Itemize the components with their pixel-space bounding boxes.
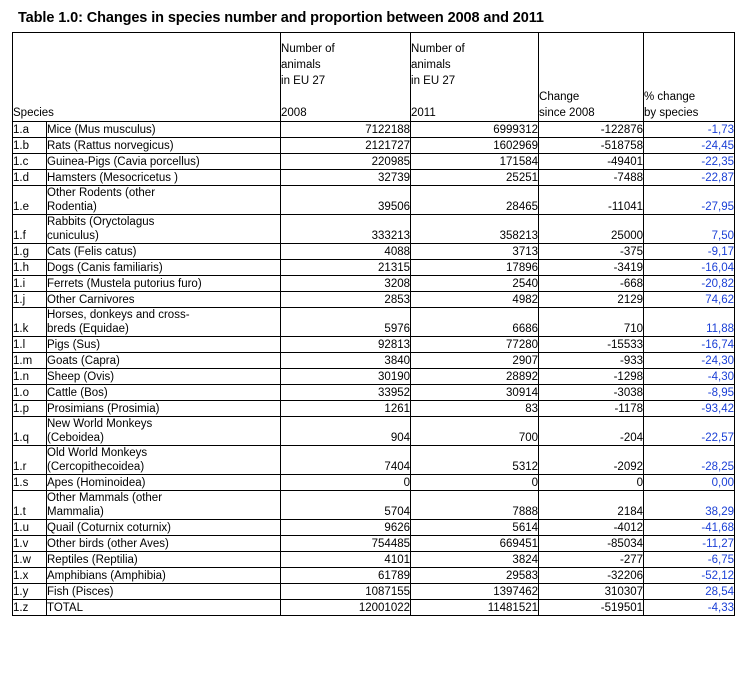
row-species-name: Fish (Pisces) [47, 584, 281, 600]
row-value-2008: 5704 [281, 491, 411, 520]
table-row [13, 154, 735, 170]
row-code: 1.t [13, 491, 47, 520]
row-value-2011: 7888 [411, 491, 539, 520]
table-row [13, 385, 735, 401]
row-species-name: Apes (Hominoidea) [47, 475, 281, 491]
row-value-2008: 0 [281, 475, 411, 491]
row-value-2011: 669451 [411, 536, 539, 552]
table-row [13, 491, 735, 520]
row-code: 1.l [13, 337, 47, 353]
header-2008-line1: Number of [281, 43, 335, 55]
row-code: 1.r [13, 446, 47, 475]
row-species-name-line1: Rabbits (Oryctolagus [47, 216, 155, 228]
row-percent-change: -24,45 [644, 138, 735, 154]
row-code: 1.n [13, 369, 47, 385]
row-change: -11041 [539, 186, 644, 215]
column-header-2008 [281, 33, 411, 122]
row-code: 1.s [13, 475, 47, 491]
row-value-2008: 754485 [281, 536, 411, 552]
table-header [13, 33, 735, 122]
row-value-2008: 4088 [281, 244, 411, 260]
row-value-2011: 2540 [411, 276, 539, 292]
row-percent-change: -4,33 [644, 600, 735, 616]
row-species-name: Reptiles (Reptilia) [47, 552, 281, 568]
table-row [13, 369, 735, 385]
row-change: 310307 [539, 584, 644, 600]
column-header-species [13, 33, 281, 122]
row-value-2008: 9626 [281, 520, 411, 536]
row-code: 1.z [13, 600, 47, 616]
row-value-2008: 32739 [281, 170, 411, 186]
row-change: -668 [539, 276, 644, 292]
row-species-name [47, 308, 281, 337]
row-value-2008: 1261 [281, 401, 411, 417]
table-row [13, 215, 735, 244]
row-code: 1.c [13, 154, 47, 170]
table-row [13, 122, 735, 138]
row-code: 1.h [13, 260, 47, 276]
row-change: -3038 [539, 385, 644, 401]
row-species-name-line1: Other Rodents (other [47, 187, 156, 199]
row-percent-change: -20,82 [644, 276, 735, 292]
row-percent-change: -11,27 [644, 536, 735, 552]
row-species-name: Quail (Coturnix coturnix) [47, 520, 281, 536]
row-percent-change: -22,57 [644, 417, 735, 446]
row-value-2008: 12001022 [281, 600, 411, 616]
row-code: 1.f [13, 215, 47, 244]
row-value-2008: 5976 [281, 308, 411, 337]
row-value-2008: 220985 [281, 154, 411, 170]
row-percent-change: -22,87 [644, 170, 735, 186]
table-row [13, 353, 735, 369]
row-percent-change: -16,04 [644, 260, 735, 276]
header-change-line2: since 2008 [539, 107, 595, 119]
row-value-2008: 30190 [281, 369, 411, 385]
row-code: 1.w [13, 552, 47, 568]
row-species-name: Rats (Rattus norvegicus) [47, 138, 281, 154]
row-change: -375 [539, 244, 644, 260]
row-code: 1.m [13, 353, 47, 369]
row-species-name: Guinea-Pigs (Cavia porcellus) [47, 154, 281, 170]
row-code: 1.v [13, 536, 47, 552]
row-change: -32206 [539, 568, 644, 584]
row-percent-change: 28,54 [644, 584, 735, 600]
row-percent-change: -93,42 [644, 401, 735, 417]
table-row [13, 600, 735, 616]
row-species-name: Sheep (Ovis) [47, 369, 281, 385]
row-value-2011: 4982 [411, 292, 539, 308]
column-header-change [539, 33, 644, 122]
row-change: -519501 [539, 600, 644, 616]
row-species-name: Other birds (other Aves) [47, 536, 281, 552]
row-value-2008: 1087155 [281, 584, 411, 600]
column-header-2011 [411, 33, 539, 122]
row-code: 1.a [13, 122, 47, 138]
row-code: 1.b [13, 138, 47, 154]
page-title: Table 1.0: Changes in species number and proportion between 2008 and 2011 [18, 10, 544, 26]
row-value-2011: 3713 [411, 244, 539, 260]
row-value-2011: 28465 [411, 186, 539, 215]
row-percent-change: -24,30 [644, 353, 735, 369]
table-row [13, 170, 735, 186]
row-value-2011: 6999312 [411, 122, 539, 138]
table-row [13, 401, 735, 417]
header-2011-spacer [411, 89, 538, 105]
row-species-name: Dogs (Canis familiaris) [47, 260, 281, 276]
row-value-2011: 11481521 [411, 600, 539, 616]
row-value-2008: 4101 [281, 552, 411, 568]
row-change: -7488 [539, 170, 644, 186]
row-value-2011: 3824 [411, 552, 539, 568]
row-code: 1.u [13, 520, 47, 536]
row-value-2011: 171584 [411, 154, 539, 170]
row-change: -204 [539, 417, 644, 446]
header-2011-line2: animals [411, 59, 451, 71]
table-row [13, 568, 735, 584]
row-change: -122876 [539, 122, 644, 138]
row-value-2011: 5614 [411, 520, 539, 536]
row-species-name: Pigs (Sus) [47, 337, 281, 353]
table-row [13, 276, 735, 292]
row-species-name: Other Carnivores [47, 292, 281, 308]
row-value-2011: 6686 [411, 308, 539, 337]
row-percent-change: -6,75 [644, 552, 735, 568]
row-code: 1.g [13, 244, 47, 260]
row-value-2011: 77280 [411, 337, 539, 353]
table-row [13, 417, 735, 446]
row-change: -1298 [539, 369, 644, 385]
row-change: -933 [539, 353, 644, 369]
row-species-name-line2: (Cercopithecoidea) [47, 461, 145, 473]
row-code: 1.j [13, 292, 47, 308]
row-value-2011: 2907 [411, 353, 539, 369]
species-table [12, 32, 735, 616]
row-value-2011: 29583 [411, 568, 539, 584]
header-2008-spacer [281, 89, 410, 105]
row-percent-change: -9,17 [644, 244, 735, 260]
row-species-name: Cattle (Bos) [47, 385, 281, 401]
row-value-2008: 904 [281, 417, 411, 446]
table-row [13, 292, 735, 308]
table-row [13, 536, 735, 552]
table-row [13, 446, 735, 475]
table-row [13, 520, 735, 536]
row-value-2008: 2121727 [281, 138, 411, 154]
table-row [13, 552, 735, 568]
row-value-2008: 333213 [281, 215, 411, 244]
row-code: 1.o [13, 385, 47, 401]
row-species-name-line2: Mammalia) [47, 506, 104, 518]
table-body [13, 122, 735, 616]
row-species-name [47, 215, 281, 244]
row-value-2011: 17896 [411, 260, 539, 276]
row-change: -3419 [539, 260, 644, 276]
row-code: 1.q [13, 417, 47, 446]
row-species-name-line1: Horses, donkeys and cross- [47, 309, 190, 321]
row-change: -518758 [539, 138, 644, 154]
row-value-2011: 28892 [411, 369, 539, 385]
row-species-name [47, 186, 281, 215]
header-percent-line2: by species [644, 107, 699, 119]
row-species-name-line2: Rodentia) [47, 201, 97, 213]
row-percent-change: 7,50 [644, 215, 735, 244]
header-2008-line2: animals [281, 59, 321, 71]
row-percent-change: -16,74 [644, 337, 735, 353]
header-species-line1: Species [13, 107, 54, 119]
table-row [13, 138, 735, 154]
row-species-name: Hamsters (Mesocricetus ) [47, 170, 281, 186]
row-species-name [47, 491, 281, 520]
header-row [13, 33, 735, 122]
table-row [13, 337, 735, 353]
row-species-name: Mice (Mus musculus) [47, 122, 281, 138]
row-change: -49401 [539, 154, 644, 170]
row-value-2011: 25251 [411, 170, 539, 186]
row-species-name-line2: (Ceboidea) [47, 432, 104, 444]
row-code: 1.e [13, 186, 47, 215]
row-species-name-line1: Other Mammals (other [47, 492, 163, 504]
row-value-2008: 33952 [281, 385, 411, 401]
header-2011-year: 2011 [411, 107, 436, 119]
table-row [13, 308, 735, 337]
row-species-name-line1: New World Monkeys [47, 418, 153, 430]
row-value-2008: 3840 [281, 353, 411, 369]
table-row [13, 475, 735, 491]
row-percent-change: -8,95 [644, 385, 735, 401]
row-value-2011: 83 [411, 401, 539, 417]
row-species-name-line2: breds (Equidae) [47, 323, 129, 335]
row-value-2008: 7404 [281, 446, 411, 475]
row-change: -2092 [539, 446, 644, 475]
row-change: 25000 [539, 215, 644, 244]
row-value-2008: 3208 [281, 276, 411, 292]
row-percent-change: -22,35 [644, 154, 735, 170]
row-change: -4012 [539, 520, 644, 536]
column-header-percent-change [644, 33, 735, 122]
row-value-2011: 1397462 [411, 584, 539, 600]
row-value-2011: 0 [411, 475, 539, 491]
row-value-2008: 39506 [281, 186, 411, 215]
row-species-name [47, 417, 281, 446]
row-value-2008: 61789 [281, 568, 411, 584]
row-percent-change: -28,25 [644, 446, 735, 475]
table-row [13, 244, 735, 260]
row-species-name-line2: cuniculus) [47, 230, 99, 242]
header-2011-line3: in EU 27 [411, 75, 456, 87]
row-code: 1.p [13, 401, 47, 417]
row-value-2008: 7122188 [281, 122, 411, 138]
row-change: -85034 [539, 536, 644, 552]
row-species-name: Ferrets (Mustela putorius furo) [47, 276, 281, 292]
row-species-name-line1: Old World Monkeys [47, 447, 148, 459]
row-value-2008: 92813 [281, 337, 411, 353]
row-change: -277 [539, 552, 644, 568]
header-change-line1: Change [539, 91, 580, 103]
row-species-name [47, 446, 281, 475]
row-species-name: TOTAL [47, 600, 281, 616]
row-change: 710 [539, 308, 644, 337]
row-code: 1.i [13, 276, 47, 292]
row-change: -1178 [539, 401, 644, 417]
row-percent-change: -27,95 [644, 186, 735, 215]
row-code: 1.y [13, 584, 47, 600]
table-row [13, 186, 735, 215]
row-species-name: Amphibians (Amphibia) [47, 568, 281, 584]
row-percent-change: 38,29 [644, 491, 735, 520]
table-row [13, 584, 735, 600]
header-2008-line3: in EU 27 [281, 75, 326, 87]
row-percent-change: -1,73 [644, 122, 735, 138]
row-percent-change: 74,62 [644, 292, 735, 308]
table-row [13, 260, 735, 276]
row-percent-change: 0,00 [644, 475, 735, 491]
row-change: 2184 [539, 491, 644, 520]
row-percent-change: -52,12 [644, 568, 735, 584]
row-value-2011: 358213 [411, 215, 539, 244]
row-value-2008: 2853 [281, 292, 411, 308]
row-species-name: Prosimians (Prosimia) [47, 401, 281, 417]
row-percent-change: -4,30 [644, 369, 735, 385]
header-2008-year: 2008 [281, 107, 307, 119]
row-value-2011: 5312 [411, 446, 539, 475]
row-code: 1.x [13, 568, 47, 584]
row-change: 2129 [539, 292, 644, 308]
row-change: 0 [539, 475, 644, 491]
row-value-2011: 700 [411, 417, 539, 446]
row-value-2011: 30914 [411, 385, 539, 401]
row-percent-change: 11,88 [644, 308, 735, 337]
row-species-name: Goats (Capra) [47, 353, 281, 369]
header-percent-line1: % change [644, 91, 696, 103]
row-change: -15533 [539, 337, 644, 353]
row-code: 1.k [13, 308, 47, 337]
row-value-2011: 1602969 [411, 138, 539, 154]
row-percent-change: -41,68 [644, 520, 735, 536]
row-value-2008: 21315 [281, 260, 411, 276]
row-species-name: Cats (Felis catus) [47, 244, 281, 260]
header-2011-line1: Number of [411, 43, 465, 55]
row-code: 1.d [13, 170, 47, 186]
